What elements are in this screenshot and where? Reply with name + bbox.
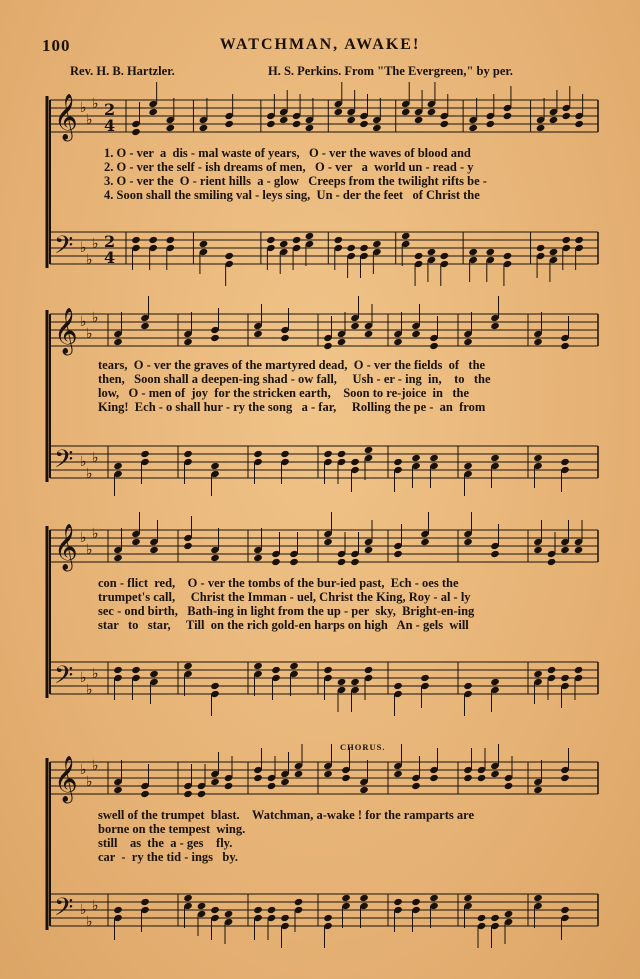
- note-head: [560, 774, 570, 782]
- lyric-line-4: star to star, Till on the rich gold-en harps on high An - gels will: [98, 618, 469, 632]
- flat-icon: ♭: [80, 454, 87, 470]
- lyric-line-4: 4. Soon shall the smiling val - leys sing, Un - der the feet of Christ the: [104, 188, 480, 202]
- note-head: [477, 914, 487, 922]
- note-head: [490, 914, 500, 922]
- note-head: [199, 124, 209, 132]
- lyric-line-1: swell of the trumpet blast. Watchman, a-wake ! for the ramparts are: [98, 808, 474, 822]
- flat-icon: ♭: [80, 762, 87, 778]
- note-head: [271, 666, 281, 674]
- note-head: [113, 666, 123, 674]
- note-head: [305, 124, 315, 132]
- note-head: [574, 236, 584, 244]
- note-head: [323, 342, 333, 350]
- note-head: [224, 782, 234, 790]
- note-head: [547, 558, 557, 566]
- note-head: [280, 450, 290, 458]
- note-head: [468, 248, 478, 256]
- lyric-line-3: still as the a - ges fly.: [98, 836, 233, 850]
- note-head: [468, 124, 478, 132]
- treble-clef-icon: 𝄞: [54, 756, 78, 802]
- note-head: [401, 232, 411, 240]
- time-signature-bottom: 4: [104, 116, 116, 135]
- note-head: [140, 450, 150, 458]
- treble-clef-icon: 𝄞: [54, 94, 78, 140]
- note-head: [486, 120, 496, 128]
- note-head: [341, 894, 351, 902]
- note-head: [359, 244, 369, 252]
- note-head: [271, 558, 281, 566]
- music-system-1: [46, 82, 602, 282]
- note-head: [427, 108, 437, 116]
- note-head: [149, 670, 159, 678]
- note-head: [490, 454, 500, 462]
- note-head: [533, 670, 543, 678]
- note-head: [148, 236, 158, 244]
- lyric-line-2: trumpet's call, Christ the Imman - uel, Christ the King, Roy - al - ly: [98, 590, 471, 604]
- treble-clef-icon: 𝄞: [54, 308, 78, 354]
- note-head: [490, 550, 500, 558]
- note-head: [140, 898, 150, 906]
- note-head: [414, 252, 424, 260]
- note-head: [393, 550, 403, 558]
- note-head: [574, 546, 584, 554]
- note-head: [503, 252, 513, 260]
- note-head: [294, 898, 304, 906]
- composer-credit: H. S. Perkins. From "The Evergreen," by per.: [268, 64, 513, 78]
- flat-icon: ♭: [92, 236, 99, 252]
- flat-icon: ♭: [86, 914, 93, 930]
- note-head: [199, 240, 209, 248]
- note-head: [305, 232, 315, 240]
- note-head: [411, 782, 421, 790]
- music-system-3: [46, 512, 602, 712]
- note-head: [224, 252, 234, 260]
- note-head: [183, 662, 193, 670]
- note-head: [364, 546, 374, 554]
- note-head: [197, 902, 207, 910]
- lyric-line-3: low, O - men of joy for the stricken earth, Soon to re-joice in the: [98, 386, 470, 400]
- note-head: [427, 248, 437, 256]
- flat-icon: ♭: [80, 670, 87, 686]
- note-head: [210, 906, 220, 914]
- note-head: [560, 342, 570, 350]
- note-head: [166, 236, 176, 244]
- note-head: [113, 338, 123, 346]
- note-head: [140, 322, 150, 330]
- flat-icon: ♭: [86, 466, 93, 482]
- note-head: [364, 666, 374, 674]
- note-head: [574, 120, 584, 128]
- lyric-line-1: 1. O - ver a dis - mal waste of years, O - ver the waves of blood and: [104, 146, 471, 160]
- note-head: [463, 682, 473, 690]
- note-head: [533, 546, 543, 554]
- lyric-line-4: King! Ech - o shall hur - ry the song a - far, Rolling the pe - an from: [98, 400, 486, 414]
- flat-icon: ♭: [86, 774, 93, 790]
- note-head: [294, 770, 304, 778]
- flat-icon: ♭: [80, 100, 87, 116]
- bass-clef-icon: 𝄢: [54, 893, 74, 928]
- note-head: [341, 774, 351, 782]
- note-head: [166, 124, 176, 132]
- chorus-label: CHORUS.: [340, 742, 386, 752]
- note-head: [429, 894, 439, 902]
- note-head: [346, 116, 356, 124]
- hymn-title: WATCHMAN, AWAKE!: [219, 36, 421, 53]
- note-head: [253, 906, 263, 914]
- note-head: [267, 782, 277, 790]
- note-head: [393, 898, 403, 906]
- note-head: [463, 338, 473, 346]
- note-head: [440, 252, 450, 260]
- note-head: [279, 116, 289, 124]
- note-head: [411, 454, 421, 462]
- note-head: [393, 770, 403, 778]
- note-head: [574, 666, 584, 674]
- note-head: [280, 334, 290, 342]
- note-head: [183, 542, 193, 550]
- flat-icon: ♭: [80, 902, 87, 918]
- note-head: [292, 120, 302, 128]
- note-head: [504, 910, 514, 918]
- note-head: [401, 108, 411, 116]
- note-head: [224, 910, 234, 918]
- note-head: [280, 778, 290, 786]
- page-number: 100: [42, 36, 71, 55]
- note-head: [372, 240, 382, 248]
- note-head: [562, 112, 572, 120]
- note-head: [337, 338, 347, 346]
- note-head: [183, 338, 193, 346]
- note-head: [463, 774, 473, 782]
- flat-icon: ♭: [92, 666, 99, 682]
- note-head: [253, 330, 263, 338]
- note-head: [547, 666, 557, 674]
- music-system-2: [46, 296, 602, 496]
- note-head: [560, 674, 570, 682]
- note-head: [429, 342, 439, 350]
- note-head: [280, 914, 290, 922]
- note-head: [486, 248, 496, 256]
- music-system-4: [46, 744, 602, 964]
- note-head: [350, 558, 360, 566]
- note-head: [148, 108, 158, 116]
- note-head: [560, 546, 570, 554]
- note-head: [253, 774, 263, 782]
- note-head: [279, 240, 289, 248]
- bass-clef-icon: 𝄢: [54, 231, 74, 266]
- note-head: [131, 236, 141, 244]
- note-head: [323, 666, 333, 674]
- lyric-line-2: borne on the tempest wing.: [98, 822, 246, 836]
- note-head: [393, 338, 403, 346]
- note-head: [503, 112, 513, 120]
- note-head: [266, 236, 276, 244]
- note-head: [346, 244, 356, 252]
- note-head: [429, 454, 439, 462]
- note-head: [337, 678, 347, 686]
- note-head: [411, 330, 421, 338]
- flat-icon: ♭: [86, 326, 93, 342]
- treble-clef-icon: 𝄞: [54, 524, 78, 570]
- note-head: [429, 774, 439, 782]
- note-head: [334, 236, 344, 244]
- note-head: [533, 894, 543, 902]
- note-head: [463, 462, 473, 470]
- note-head: [289, 558, 299, 566]
- time-signature-top: 2: [104, 232, 116, 251]
- lyric-line-2: 2. O - ver the self - ish dreams of men, O - ver a world un - read - y: [104, 160, 474, 174]
- flat-icon: ♭: [86, 252, 93, 268]
- note-head: [289, 662, 299, 670]
- note-head: [536, 244, 546, 252]
- note-head: [113, 786, 123, 794]
- note-head: [350, 458, 360, 466]
- note-head: [490, 322, 500, 330]
- note-head: [414, 116, 424, 124]
- note-head: [210, 334, 220, 342]
- flat-icon: ♭: [80, 530, 87, 546]
- flat-icon: ♭: [80, 314, 87, 330]
- flat-icon: ♭: [92, 758, 99, 774]
- note-head: [420, 538, 430, 546]
- note-head: [562, 236, 572, 244]
- note-head: [323, 914, 333, 922]
- bass-clef-icon: 𝄢: [54, 445, 74, 480]
- note-head: [183, 894, 193, 902]
- flat-icon: ♭: [80, 240, 87, 256]
- note-head: [536, 124, 546, 132]
- flat-icon: ♭: [92, 450, 99, 466]
- note-head: [490, 678, 500, 686]
- note-head: [210, 778, 220, 786]
- flat-icon: ♭: [86, 682, 93, 698]
- note-head: [113, 906, 123, 914]
- note-head: [477, 774, 487, 782]
- note-head: [440, 120, 450, 128]
- lyric-line-2: then, Soon shall a deepen-ing shad - ow fall, Ush - er - ing in, to the: [98, 372, 491, 386]
- note-head: [131, 666, 141, 674]
- lyric-line-1: con - flict red, O - ver the tombs of the bur-ied past, Ech - oes the: [98, 576, 459, 590]
- note-head: [359, 894, 369, 902]
- note-head: [350, 322, 360, 330]
- lyric-line-3: 3. O - ver the O - rient hills a - glow Creeps from the twilight rifts be -: [104, 174, 487, 188]
- note-head: [183, 450, 193, 458]
- note-head: [253, 662, 263, 670]
- note-head: [183, 790, 193, 798]
- note-head: [323, 450, 333, 458]
- flat-icon: ♭: [86, 112, 93, 128]
- time-signature-bottom: 4: [104, 248, 116, 267]
- note-head: [350, 678, 360, 686]
- note-head: [210, 554, 220, 562]
- note-head: [364, 446, 374, 454]
- note-head: [504, 782, 514, 790]
- note-head: [372, 124, 382, 132]
- note-head: [420, 674, 430, 682]
- note-head: [131, 128, 141, 136]
- note-head: [359, 120, 369, 128]
- bass-clef-icon: 𝄢: [54, 661, 74, 696]
- flat-icon: ♭: [92, 310, 99, 326]
- note-head: [323, 770, 333, 778]
- lyricist-credit: Rev. H. B. Hartzler.: [70, 64, 175, 78]
- note-head: [337, 558, 347, 566]
- note-head: [490, 770, 500, 778]
- note-head: [549, 248, 559, 256]
- note-head: [411, 898, 421, 906]
- note-head: [292, 236, 302, 244]
- note-head: [533, 454, 543, 462]
- note-head: [393, 682, 403, 690]
- time-signature-top: 2: [104, 100, 116, 119]
- note-head: [210, 462, 220, 470]
- note-head: [560, 906, 570, 914]
- note-head: [359, 786, 369, 794]
- note-head: [533, 338, 543, 346]
- note-head: [253, 554, 263, 562]
- note-head: [267, 906, 277, 914]
- flat-icon: ♭: [86, 542, 93, 558]
- flat-icon: ♭: [92, 526, 99, 542]
- note-head: [560, 458, 570, 466]
- lyric-line-1: tears, O - ver the graves of the martyred dead, O - ver the fields of the: [98, 358, 486, 372]
- note-head: [337, 450, 347, 458]
- note-head: [113, 462, 123, 470]
- note-head: [266, 120, 276, 128]
- flat-icon: ♭: [92, 96, 99, 112]
- note-head: [463, 538, 473, 546]
- note-head: [549, 116, 559, 124]
- note-head: [113, 554, 123, 562]
- flat-icon: ♭: [92, 898, 99, 914]
- note-head: [323, 538, 333, 546]
- note-head: [533, 786, 543, 794]
- note-head: [210, 682, 220, 690]
- note-head: [131, 538, 141, 546]
- note-head: [334, 108, 344, 116]
- note-head: [224, 120, 234, 128]
- lyric-line-3: sec - ond birth, Bath-ing in light from the up - per sky, Bright-en-ing: [98, 604, 475, 618]
- note-head: [463, 894, 473, 902]
- note-head: [140, 790, 150, 798]
- note-head: [393, 458, 403, 466]
- note-head: [364, 330, 374, 338]
- note-head: [197, 790, 207, 798]
- note-head: [253, 450, 263, 458]
- lyric-line-4: car - ry the tid - ings by.: [98, 850, 239, 864]
- note-head: [149, 546, 159, 554]
